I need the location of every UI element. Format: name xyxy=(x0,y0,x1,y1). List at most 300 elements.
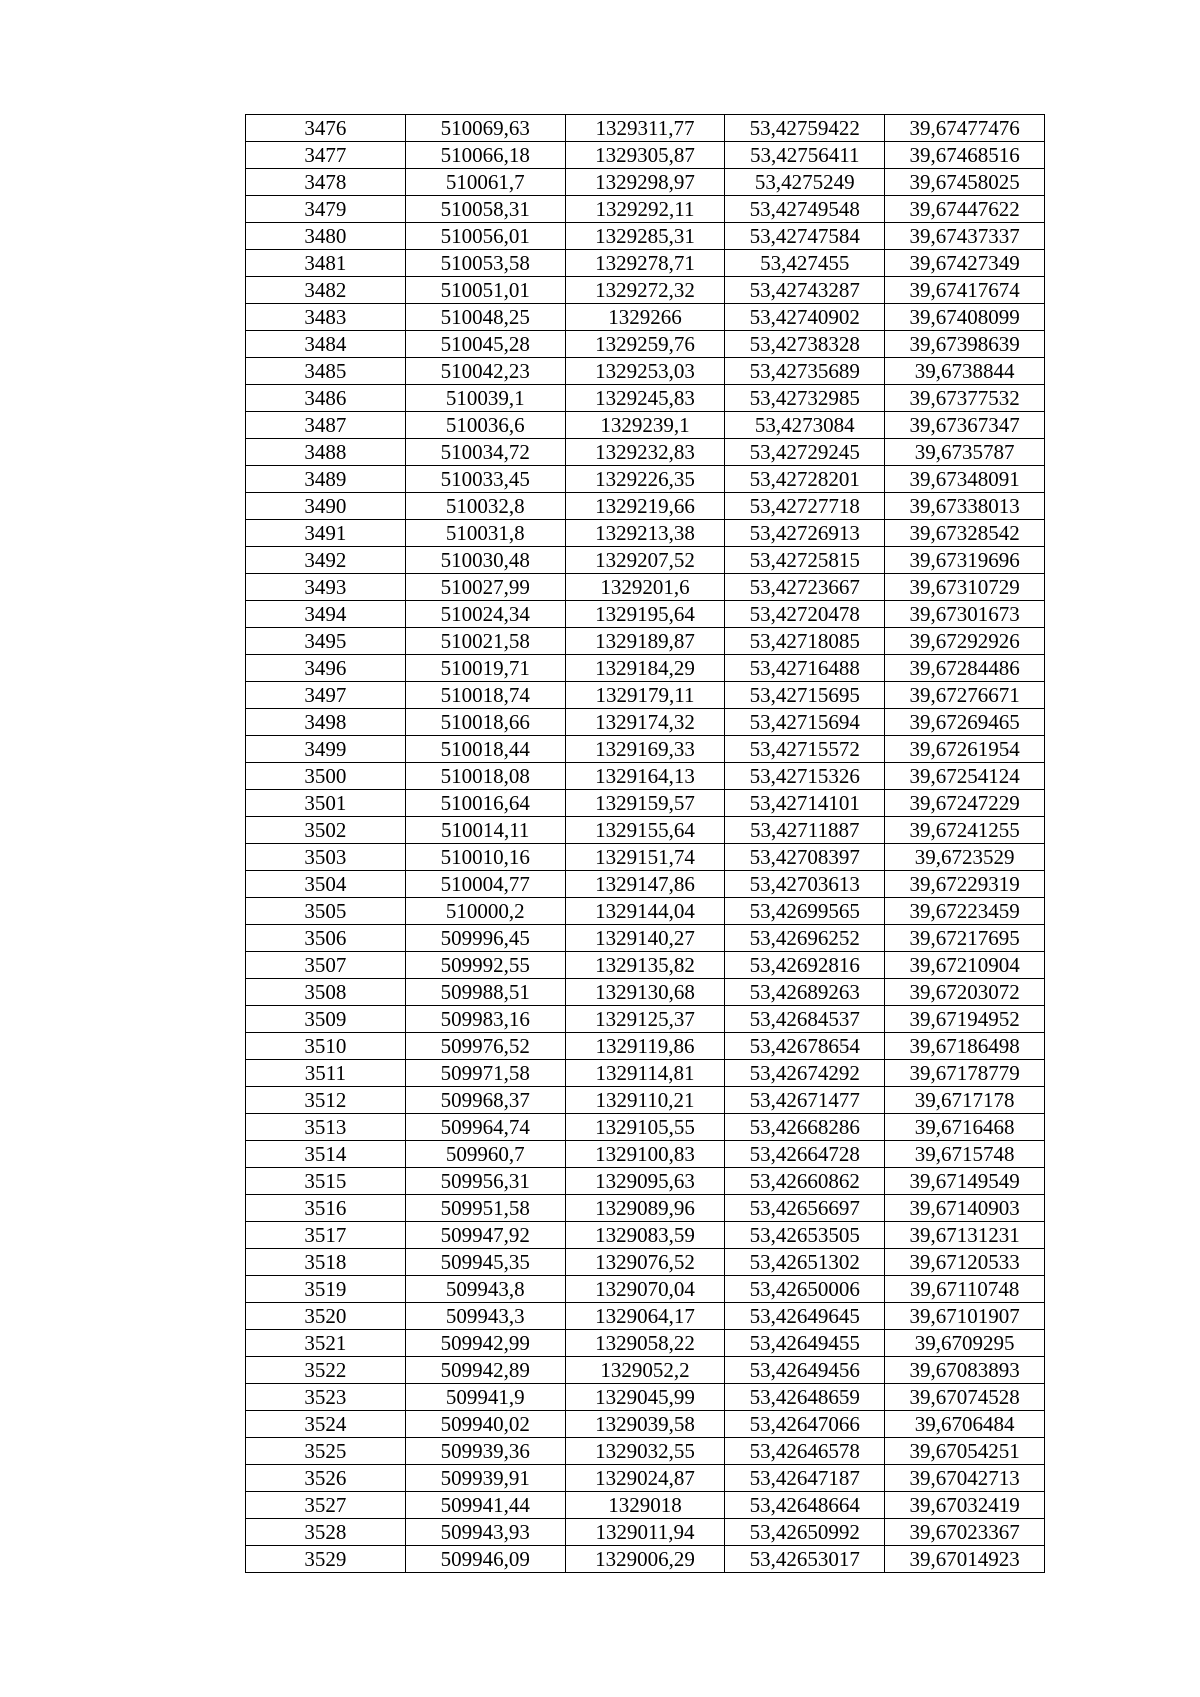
x-coordinate-cell: 510027,99 xyxy=(405,574,565,601)
x-coordinate-cell: 510019,71 xyxy=(405,655,565,682)
latitude-cell: 53,42650006 xyxy=(725,1276,885,1303)
y-coordinate-cell: 1329045,99 xyxy=(565,1384,725,1411)
latitude-cell: 53,42684537 xyxy=(725,1006,885,1033)
point-number-cell: 3489 xyxy=(246,466,406,493)
y-coordinate-cell: 1329140,27 xyxy=(565,925,725,952)
table-row xyxy=(246,547,1045,574)
point-number-cell: 3493 xyxy=(246,574,406,601)
longitude-cell: 39,67367347 xyxy=(885,412,1045,439)
table-row xyxy=(246,1438,1045,1465)
table-row xyxy=(246,871,1045,898)
latitude-cell: 53,42729245 xyxy=(725,439,885,466)
x-coordinate-cell: 509951,58 xyxy=(405,1195,565,1222)
point-number-cell: 3501 xyxy=(246,790,406,817)
latitude-cell: 53,42723667 xyxy=(725,574,885,601)
point-number-cell: 3507 xyxy=(246,952,406,979)
x-coordinate-cell: 510048,25 xyxy=(405,304,565,331)
table-row xyxy=(246,1168,1045,1195)
table-row xyxy=(246,1330,1045,1357)
x-coordinate-cell: 510066,18 xyxy=(405,142,565,169)
y-coordinate-cell: 1329114,81 xyxy=(565,1060,725,1087)
latitude-cell: 53,427455 xyxy=(725,250,885,277)
x-coordinate-cell: 510053,58 xyxy=(405,250,565,277)
point-number-cell: 3494 xyxy=(246,601,406,628)
y-coordinate-cell: 1329089,96 xyxy=(565,1195,725,1222)
y-coordinate-cell: 1329076,52 xyxy=(565,1249,725,1276)
y-coordinate-cell: 1329164,13 xyxy=(565,763,725,790)
longitude-cell: 39,67217695 xyxy=(885,925,1045,952)
longitude-cell: 39,67468516 xyxy=(885,142,1045,169)
y-coordinate-cell: 1329135,82 xyxy=(565,952,725,979)
longitude-cell: 39,67223459 xyxy=(885,898,1045,925)
point-number-cell: 3528 xyxy=(246,1519,406,1546)
latitude-cell: 53,42671477 xyxy=(725,1087,885,1114)
latitude-cell: 53,42756411 xyxy=(725,142,885,169)
x-coordinate-cell: 510004,77 xyxy=(405,871,565,898)
table-row xyxy=(246,1357,1045,1384)
latitude-cell: 53,42727718 xyxy=(725,493,885,520)
y-coordinate-cell: 1329006,29 xyxy=(565,1546,725,1573)
y-coordinate-cell: 1329070,04 xyxy=(565,1276,725,1303)
latitude-cell: 53,42759422 xyxy=(725,115,885,142)
y-coordinate-cell: 1329184,29 xyxy=(565,655,725,682)
y-coordinate-cell: 1329285,31 xyxy=(565,223,725,250)
point-number-cell: 3496 xyxy=(246,655,406,682)
longitude-cell: 39,67120533 xyxy=(885,1249,1045,1276)
latitude-cell: 53,42708397 xyxy=(725,844,885,871)
x-coordinate-cell: 509976,52 xyxy=(405,1033,565,1060)
point-number-cell: 3479 xyxy=(246,196,406,223)
x-coordinate-cell: 509945,35 xyxy=(405,1249,565,1276)
y-coordinate-cell: 1329110,21 xyxy=(565,1087,725,1114)
point-number-cell: 3519 xyxy=(246,1276,406,1303)
point-number-cell: 3476 xyxy=(246,115,406,142)
x-coordinate-cell: 509956,31 xyxy=(405,1168,565,1195)
latitude-cell: 53,42747584 xyxy=(725,223,885,250)
longitude-cell: 39,67229319 xyxy=(885,871,1045,898)
x-coordinate-cell: 510056,01 xyxy=(405,223,565,250)
latitude-cell: 53,42649455 xyxy=(725,1330,885,1357)
y-coordinate-cell: 1329147,86 xyxy=(565,871,725,898)
y-coordinate-cell: 1329259,76 xyxy=(565,331,725,358)
y-coordinate-cell: 1329266 xyxy=(565,304,725,331)
longitude-cell: 39,67417674 xyxy=(885,277,1045,304)
x-coordinate-cell: 509943,3 xyxy=(405,1303,565,1330)
table-row xyxy=(246,1303,1045,1330)
longitude-cell: 39,67284486 xyxy=(885,655,1045,682)
latitude-cell: 53,42648659 xyxy=(725,1384,885,1411)
point-number-cell: 3516 xyxy=(246,1195,406,1222)
x-coordinate-cell: 510024,34 xyxy=(405,601,565,628)
table-row xyxy=(246,142,1045,169)
point-number-cell: 3497 xyxy=(246,682,406,709)
table-row xyxy=(246,1384,1045,1411)
table-row xyxy=(246,1033,1045,1060)
point-number-cell: 3523 xyxy=(246,1384,406,1411)
latitude-cell: 53,42743287 xyxy=(725,277,885,304)
y-coordinate-cell: 1329213,38 xyxy=(565,520,725,547)
y-coordinate-cell: 1329130,68 xyxy=(565,979,725,1006)
y-coordinate-cell: 1329155,64 xyxy=(565,817,725,844)
table-row xyxy=(246,1060,1045,1087)
latitude-cell: 53,42674292 xyxy=(725,1060,885,1087)
longitude-cell: 39,67254124 xyxy=(885,763,1045,790)
latitude-cell: 53,42715695 xyxy=(725,682,885,709)
latitude-cell: 53,42711887 xyxy=(725,817,885,844)
longitude-cell: 39,67210904 xyxy=(885,952,1045,979)
latitude-cell: 53,42738328 xyxy=(725,331,885,358)
y-coordinate-cell: 1329272,32 xyxy=(565,277,725,304)
x-coordinate-cell: 509964,74 xyxy=(405,1114,565,1141)
x-coordinate-cell: 510032,8 xyxy=(405,493,565,520)
table-row xyxy=(246,1006,1045,1033)
table-row xyxy=(246,763,1045,790)
table-row xyxy=(246,925,1045,952)
y-coordinate-cell: 1329226,35 xyxy=(565,466,725,493)
table-row xyxy=(246,358,1045,385)
y-coordinate-cell: 1329219,66 xyxy=(565,493,725,520)
latitude-cell: 53,42714101 xyxy=(725,790,885,817)
table-row xyxy=(246,817,1045,844)
latitude-cell: 53,42678654 xyxy=(725,1033,885,1060)
latitude-cell: 53,42660862 xyxy=(725,1168,885,1195)
table-row xyxy=(246,898,1045,925)
point-number-cell: 3508 xyxy=(246,979,406,1006)
longitude-cell: 39,6717178 xyxy=(885,1087,1045,1114)
point-number-cell: 3526 xyxy=(246,1465,406,1492)
table-row xyxy=(246,1195,1045,1222)
x-coordinate-cell: 509941,9 xyxy=(405,1384,565,1411)
latitude-cell: 53,42715572 xyxy=(725,736,885,763)
table-row xyxy=(246,1519,1045,1546)
point-number-cell: 3504 xyxy=(246,871,406,898)
y-coordinate-cell: 1329119,86 xyxy=(565,1033,725,1060)
latitude-cell: 53,42650992 xyxy=(725,1519,885,1546)
longitude-cell: 39,67042713 xyxy=(885,1465,1045,1492)
point-number-cell: 3518 xyxy=(246,1249,406,1276)
y-coordinate-cell: 1329058,22 xyxy=(565,1330,725,1357)
latitude-cell: 53,42699565 xyxy=(725,898,885,925)
longitude-cell: 39,67140903 xyxy=(885,1195,1045,1222)
x-coordinate-cell: 510018,74 xyxy=(405,682,565,709)
latitude-cell: 53,4273084 xyxy=(725,412,885,439)
longitude-cell: 39,67054251 xyxy=(885,1438,1045,1465)
latitude-cell: 53,42664728 xyxy=(725,1141,885,1168)
x-coordinate-cell: 509968,37 xyxy=(405,1087,565,1114)
longitude-cell: 39,67203072 xyxy=(885,979,1045,1006)
latitude-cell: 53,42649645 xyxy=(725,1303,885,1330)
x-coordinate-cell: 510014,11 xyxy=(405,817,565,844)
x-coordinate-cell: 509941,44 xyxy=(405,1492,565,1519)
longitude-cell: 39,67301673 xyxy=(885,601,1045,628)
point-number-cell: 3506 xyxy=(246,925,406,952)
point-number-cell: 3481 xyxy=(246,250,406,277)
table-row xyxy=(246,439,1045,466)
y-coordinate-cell: 1329024,87 xyxy=(565,1465,725,1492)
latitude-cell: 53,42656697 xyxy=(725,1195,885,1222)
longitude-cell: 39,67247229 xyxy=(885,790,1045,817)
point-number-cell: 3511 xyxy=(246,1060,406,1087)
longitude-cell: 39,67377532 xyxy=(885,385,1045,412)
point-number-cell: 3527 xyxy=(246,1492,406,1519)
y-coordinate-cell: 1329083,59 xyxy=(565,1222,725,1249)
y-coordinate-cell: 1329292,11 xyxy=(565,196,725,223)
point-number-cell: 3517 xyxy=(246,1222,406,1249)
y-coordinate-cell: 1329298,97 xyxy=(565,169,725,196)
table-row xyxy=(246,196,1045,223)
latitude-cell: 53,42668286 xyxy=(725,1114,885,1141)
longitude-cell: 39,67398639 xyxy=(885,331,1045,358)
latitude-cell: 53,42689263 xyxy=(725,979,885,1006)
table-row xyxy=(246,952,1045,979)
point-number-cell: 3488 xyxy=(246,439,406,466)
x-coordinate-cell: 509943,93 xyxy=(405,1519,565,1546)
table-row xyxy=(246,1465,1045,1492)
point-number-cell: 3529 xyxy=(246,1546,406,1573)
latitude-cell: 53,42653505 xyxy=(725,1222,885,1249)
point-number-cell: 3520 xyxy=(246,1303,406,1330)
latitude-cell: 53,42749548 xyxy=(725,196,885,223)
latitude-cell: 53,42726913 xyxy=(725,520,885,547)
x-coordinate-cell: 510021,58 xyxy=(405,628,565,655)
point-number-cell: 3521 xyxy=(246,1330,406,1357)
table-row xyxy=(246,1546,1045,1573)
x-coordinate-cell: 509946,09 xyxy=(405,1546,565,1573)
table-row xyxy=(246,1411,1045,1438)
longitude-cell: 39,67348091 xyxy=(885,466,1045,493)
table-row xyxy=(246,115,1045,142)
longitude-cell: 39,67178779 xyxy=(885,1060,1045,1087)
x-coordinate-cell: 509960,7 xyxy=(405,1141,565,1168)
point-number-cell: 3513 xyxy=(246,1114,406,1141)
point-number-cell: 3490 xyxy=(246,493,406,520)
x-coordinate-cell: 509939,36 xyxy=(405,1438,565,1465)
longitude-cell: 39,67310729 xyxy=(885,574,1045,601)
latitude-cell: 53,42646578 xyxy=(725,1438,885,1465)
point-number-cell: 3509 xyxy=(246,1006,406,1033)
x-coordinate-cell: 509983,16 xyxy=(405,1006,565,1033)
table-row xyxy=(246,601,1045,628)
y-coordinate-cell: 1329032,55 xyxy=(565,1438,725,1465)
table-row xyxy=(246,304,1045,331)
x-coordinate-cell: 510036,6 xyxy=(405,412,565,439)
longitude-cell: 39,6738844 xyxy=(885,358,1045,385)
latitude-cell: 53,42647066 xyxy=(725,1411,885,1438)
y-coordinate-cell: 1329305,87 xyxy=(565,142,725,169)
y-coordinate-cell: 1329278,71 xyxy=(565,250,725,277)
y-coordinate-cell: 1329052,2 xyxy=(565,1357,725,1384)
table-row xyxy=(246,790,1045,817)
latitude-cell: 53,42647187 xyxy=(725,1465,885,1492)
point-number-cell: 3515 xyxy=(246,1168,406,1195)
latitude-cell: 53,42720478 xyxy=(725,601,885,628)
longitude-cell: 39,67319696 xyxy=(885,547,1045,574)
longitude-cell: 39,67437337 xyxy=(885,223,1045,250)
y-coordinate-cell: 1329232,83 xyxy=(565,439,725,466)
y-coordinate-cell: 1329105,55 xyxy=(565,1114,725,1141)
latitude-cell: 53,42732985 xyxy=(725,385,885,412)
latitude-cell: 53,42725815 xyxy=(725,547,885,574)
table-row xyxy=(246,1114,1045,1141)
y-coordinate-cell: 1329151,74 xyxy=(565,844,725,871)
latitude-cell: 53,42716488 xyxy=(725,655,885,682)
x-coordinate-cell: 509942,89 xyxy=(405,1357,565,1384)
longitude-cell: 39,6706484 xyxy=(885,1411,1045,1438)
x-coordinate-cell: 509940,02 xyxy=(405,1411,565,1438)
latitude-cell: 53,42740902 xyxy=(725,304,885,331)
x-coordinate-cell: 510045,28 xyxy=(405,331,565,358)
x-coordinate-cell: 510000,2 xyxy=(405,898,565,925)
point-number-cell: 3487 xyxy=(246,412,406,439)
longitude-cell: 39,67023367 xyxy=(885,1519,1045,1546)
point-number-cell: 3486 xyxy=(246,385,406,412)
table-row xyxy=(246,709,1045,736)
y-coordinate-cell: 1329239,1 xyxy=(565,412,725,439)
latitude-cell: 53,42715694 xyxy=(725,709,885,736)
y-coordinate-cell: 1329100,83 xyxy=(565,1141,725,1168)
x-coordinate-cell: 509996,45 xyxy=(405,925,565,952)
x-coordinate-cell: 510016,64 xyxy=(405,790,565,817)
latitude-cell: 53,42728201 xyxy=(725,466,885,493)
point-number-cell: 3512 xyxy=(246,1087,406,1114)
point-number-cell: 3483 xyxy=(246,304,406,331)
table-row xyxy=(246,169,1045,196)
longitude-cell: 39,67186498 xyxy=(885,1033,1045,1060)
x-coordinate-cell: 510018,44 xyxy=(405,736,565,763)
point-number-cell: 3492 xyxy=(246,547,406,574)
longitude-cell: 39,6709295 xyxy=(885,1330,1045,1357)
point-number-cell: 3505 xyxy=(246,898,406,925)
point-number-cell: 3503 xyxy=(246,844,406,871)
table-row xyxy=(246,412,1045,439)
longitude-cell: 39,6716468 xyxy=(885,1114,1045,1141)
y-coordinate-cell: 1329189,87 xyxy=(565,628,725,655)
x-coordinate-cell: 510018,08 xyxy=(405,763,565,790)
x-coordinate-cell: 509942,99 xyxy=(405,1330,565,1357)
longitude-cell: 39,67110748 xyxy=(885,1276,1045,1303)
y-coordinate-cell: 1329245,83 xyxy=(565,385,725,412)
table-row xyxy=(246,1087,1045,1114)
table-row xyxy=(246,1276,1045,1303)
x-coordinate-cell: 510034,72 xyxy=(405,439,565,466)
point-number-cell: 3498 xyxy=(246,709,406,736)
longitude-cell: 39,67458025 xyxy=(885,169,1045,196)
y-coordinate-cell: 1329095,63 xyxy=(565,1168,725,1195)
coordinates-table-body xyxy=(246,115,1045,1573)
x-coordinate-cell: 510042,23 xyxy=(405,358,565,385)
y-coordinate-cell: 1329125,37 xyxy=(565,1006,725,1033)
y-coordinate-cell: 1329064,17 xyxy=(565,1303,725,1330)
x-coordinate-cell: 509939,91 xyxy=(405,1465,565,1492)
x-coordinate-cell: 509943,8 xyxy=(405,1276,565,1303)
x-coordinate-cell: 509971,58 xyxy=(405,1060,565,1087)
table-row xyxy=(246,574,1045,601)
table-row xyxy=(246,1141,1045,1168)
latitude-cell: 53,42715326 xyxy=(725,763,885,790)
longitude-cell: 39,67338013 xyxy=(885,493,1045,520)
point-number-cell: 3525 xyxy=(246,1438,406,1465)
x-coordinate-cell: 510051,01 xyxy=(405,277,565,304)
y-coordinate-cell: 1329169,33 xyxy=(565,736,725,763)
point-number-cell: 3477 xyxy=(246,142,406,169)
table-row xyxy=(246,979,1045,1006)
table-row xyxy=(246,277,1045,304)
table-row xyxy=(246,655,1045,682)
point-number-cell: 3495 xyxy=(246,628,406,655)
y-coordinate-cell: 1329011,94 xyxy=(565,1519,725,1546)
table-row xyxy=(246,520,1045,547)
table-row xyxy=(246,331,1045,358)
longitude-cell: 39,6735787 xyxy=(885,439,1045,466)
x-coordinate-cell: 510058,31 xyxy=(405,196,565,223)
longitude-cell: 39,67427349 xyxy=(885,250,1045,277)
point-number-cell: 3502 xyxy=(246,817,406,844)
point-number-cell: 3522 xyxy=(246,1357,406,1384)
latitude-cell: 53,42696252 xyxy=(725,925,885,952)
longitude-cell: 39,67477476 xyxy=(885,115,1045,142)
y-coordinate-cell: 1329195,64 xyxy=(565,601,725,628)
longitude-cell: 39,67261954 xyxy=(885,736,1045,763)
point-number-cell: 3484 xyxy=(246,331,406,358)
point-number-cell: 3500 xyxy=(246,763,406,790)
x-coordinate-cell: 509988,51 xyxy=(405,979,565,1006)
latitude-cell: 53,42692816 xyxy=(725,952,885,979)
x-coordinate-cell: 510031,8 xyxy=(405,520,565,547)
coordinates-table xyxy=(245,114,1045,1573)
table-row xyxy=(246,682,1045,709)
table-row xyxy=(246,223,1045,250)
longitude-cell: 39,6723529 xyxy=(885,844,1045,871)
latitude-cell: 53,42651302 xyxy=(725,1249,885,1276)
latitude-cell: 53,42649456 xyxy=(725,1357,885,1384)
x-coordinate-cell: 510039,1 xyxy=(405,385,565,412)
longitude-cell: 39,67328542 xyxy=(885,520,1045,547)
y-coordinate-cell: 1329253,03 xyxy=(565,358,725,385)
longitude-cell: 39,67276671 xyxy=(885,682,1045,709)
point-number-cell: 3510 xyxy=(246,1033,406,1060)
x-coordinate-cell: 509992,55 xyxy=(405,952,565,979)
x-coordinate-cell: 510033,45 xyxy=(405,466,565,493)
longitude-cell: 39,67194952 xyxy=(885,1006,1045,1033)
longitude-cell: 39,67131231 xyxy=(885,1222,1045,1249)
y-coordinate-cell: 1329207,52 xyxy=(565,547,725,574)
x-coordinate-cell: 509947,92 xyxy=(405,1222,565,1249)
longitude-cell: 39,67014923 xyxy=(885,1546,1045,1573)
longitude-cell: 39,67292926 xyxy=(885,628,1045,655)
point-number-cell: 3478 xyxy=(246,169,406,196)
table-row xyxy=(246,493,1045,520)
longitude-cell: 39,67149549 xyxy=(885,1168,1045,1195)
y-coordinate-cell: 1329159,57 xyxy=(565,790,725,817)
longitude-cell: 39,67269465 xyxy=(885,709,1045,736)
table-row xyxy=(246,628,1045,655)
latitude-cell: 53,4275249 xyxy=(725,169,885,196)
longitude-cell: 39,67032419 xyxy=(885,1492,1045,1519)
point-number-cell: 3482 xyxy=(246,277,406,304)
latitude-cell: 53,42718085 xyxy=(725,628,885,655)
y-coordinate-cell: 1329311,77 xyxy=(565,115,725,142)
point-number-cell: 3499 xyxy=(246,736,406,763)
point-number-cell: 3491 xyxy=(246,520,406,547)
point-number-cell: 3514 xyxy=(246,1141,406,1168)
latitude-cell: 53,42653017 xyxy=(725,1546,885,1573)
y-coordinate-cell: 1329174,32 xyxy=(565,709,725,736)
table-row xyxy=(246,736,1045,763)
latitude-cell: 53,42648664 xyxy=(725,1492,885,1519)
y-coordinate-cell: 1329018 xyxy=(565,1492,725,1519)
y-coordinate-cell: 1329179,11 xyxy=(565,682,725,709)
latitude-cell: 53,42703613 xyxy=(725,871,885,898)
